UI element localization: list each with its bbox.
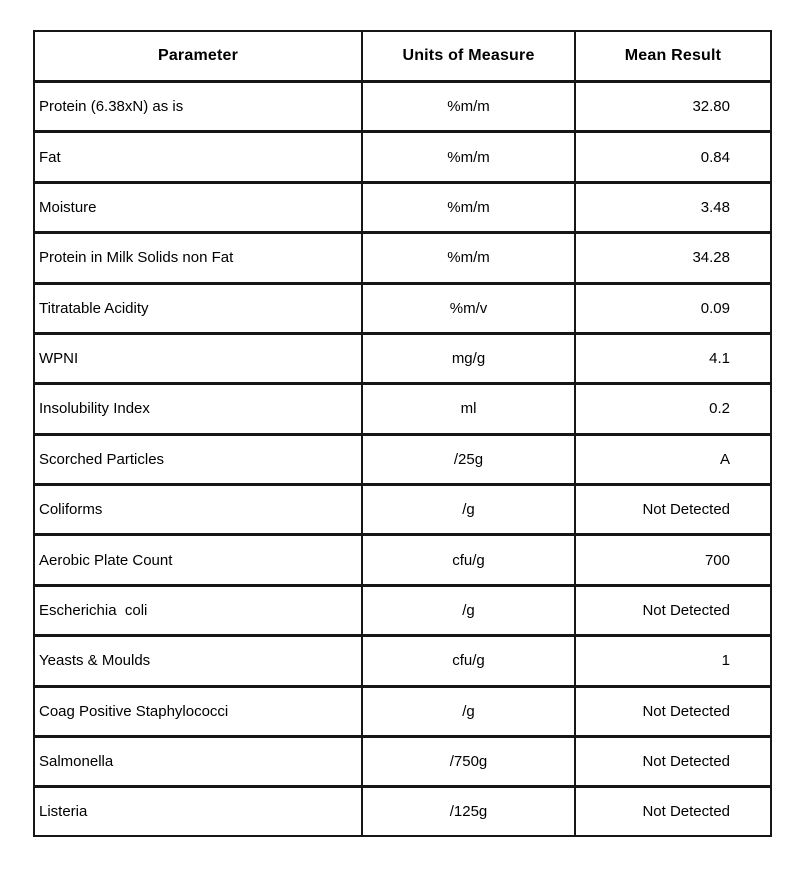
table-row — [34, 535, 771, 585]
column-header-mean-result: Mean Result — [575, 31, 771, 82]
result-cell: Not Detected — [575, 736, 771, 786]
parameter-cell: Aerobic Plate Count — [34, 535, 362, 585]
parameter-cell: Protein in Milk Solids non Fat — [34, 233, 362, 283]
units-cell: /750g — [362, 736, 575, 786]
parameter-cell: Titratable Acidity — [34, 283, 362, 333]
result-cell: A — [575, 434, 771, 484]
parameter-cell: Coag Positive Staphylococci — [34, 686, 362, 736]
parameter-cell: Insolubility Index — [34, 384, 362, 434]
result-cell: 3.48 — [575, 182, 771, 232]
units-cell: %m/m — [362, 82, 575, 132]
result-cell: Not Detected — [575, 585, 771, 635]
units-cell: mg/g — [362, 333, 575, 383]
table-row — [34, 686, 771, 736]
table-row — [34, 384, 771, 434]
table-row — [34, 434, 771, 484]
result-cell: 1 — [575, 636, 771, 686]
units-cell: %m/m — [362, 182, 575, 232]
table-row — [34, 233, 771, 283]
result-cell: 4.1 — [575, 333, 771, 383]
parameter-cell: Escherichia coli — [34, 585, 362, 635]
parameter-cell: Listeria — [34, 787, 362, 836]
result-cell: Not Detected — [575, 787, 771, 836]
units-cell: /125g — [362, 787, 575, 836]
table-row — [34, 333, 771, 383]
result-cell: 0.84 — [575, 132, 771, 182]
units-cell: %m/m — [362, 233, 575, 283]
parameter-cell: Scorched Particles — [34, 434, 362, 484]
table-row — [34, 132, 771, 182]
units-cell: /g — [362, 485, 575, 535]
units-cell: cfu/g — [362, 636, 575, 686]
parameter-cell: Fat — [34, 132, 362, 182]
results-table-body — [34, 82, 771, 837]
column-header-units: Units of Measure — [362, 31, 575, 82]
table-row — [34, 636, 771, 686]
units-cell: /25g — [362, 434, 575, 484]
units-cell: /g — [362, 686, 575, 736]
parameter-cell: Coliforms — [34, 485, 362, 535]
table-header — [34, 31, 771, 82]
parameter-cell: Yeasts & Moulds — [34, 636, 362, 686]
table-row — [34, 283, 771, 333]
result-cell: 700 — [575, 535, 771, 585]
parameter-cell: Salmonella — [34, 736, 362, 786]
table-row — [34, 182, 771, 232]
result-cell: 0.09 — [575, 283, 771, 333]
result-cell: Not Detected — [575, 485, 771, 535]
units-cell: cfu/g — [362, 535, 575, 585]
result-cell: Not Detected — [575, 686, 771, 736]
result-cell: 32.80 — [575, 82, 771, 132]
result-cell: 34.28 — [575, 233, 771, 283]
table-row — [34, 485, 771, 535]
table-row — [34, 787, 771, 836]
result-cell: 0.2 — [575, 384, 771, 434]
table-row — [34, 585, 771, 635]
table-row — [34, 736, 771, 786]
parameter-cell: Protein (6.38xN) as is — [34, 82, 362, 132]
parameter-cell: Moisture — [34, 182, 362, 232]
units-cell: /g — [362, 585, 575, 635]
table-row — [34, 82, 771, 132]
units-cell: %m/m — [362, 132, 575, 182]
units-cell: ml — [362, 384, 575, 434]
analysis-results-table — [33, 30, 772, 837]
units-cell: %m/v — [362, 283, 575, 333]
parameter-cell: WPNI — [34, 333, 362, 383]
column-header-parameter: Parameter — [34, 31, 362, 82]
table-header-row — [34, 31, 771, 82]
